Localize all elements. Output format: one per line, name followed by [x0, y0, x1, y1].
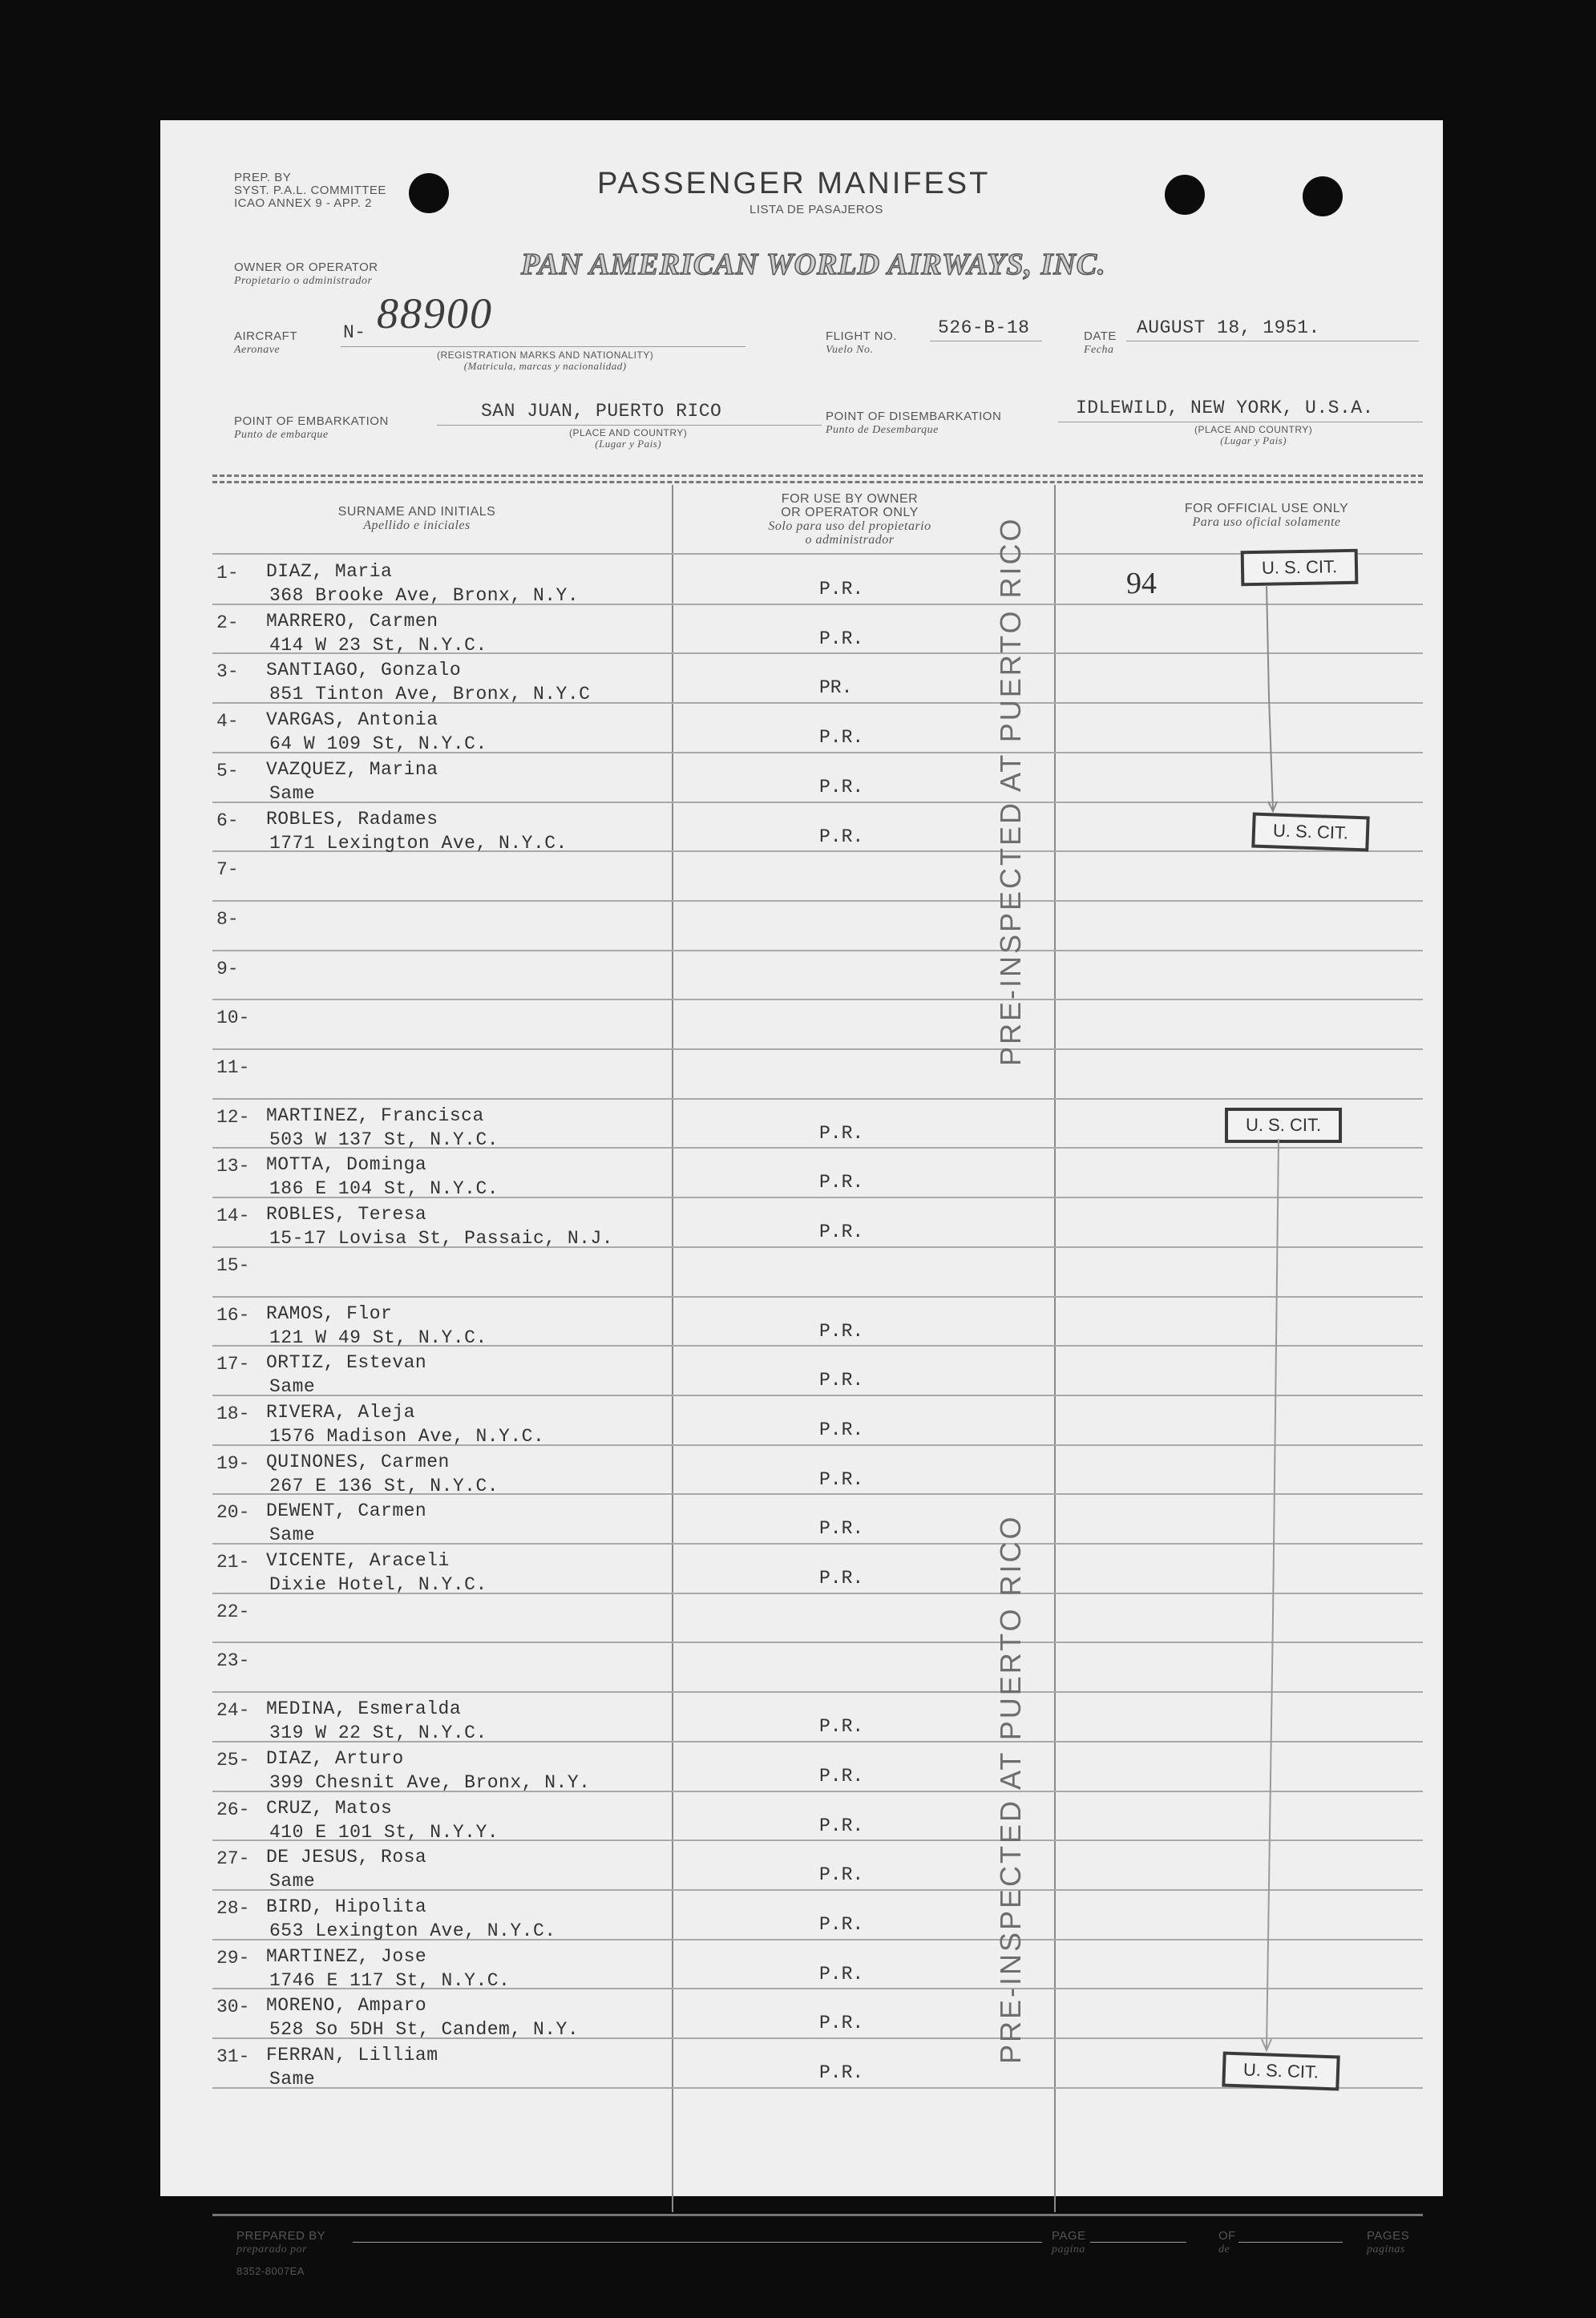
passenger-address: Same — [269, 1376, 316, 1398]
page-subtitle: LISTA DE PASAJEROS — [750, 203, 883, 216]
flight-number: 526-B-18 — [938, 317, 1030, 338]
owner-label-en: OWNER OR OPERATOR — [234, 260, 378, 274]
flight-label — [826, 330, 897, 357]
form-code: 8352-8007EA — [236, 2265, 305, 2277]
row-number: 10- — [216, 1008, 250, 1029]
of-label-es: de — [1218, 2243, 1230, 2255]
of-underline — [1238, 2242, 1343, 2243]
punch-hole — [409, 173, 449, 213]
registration-caption — [437, 350, 653, 372]
date-label-en: DATE — [1084, 329, 1117, 343]
passenger-name: VARGAS, Antonia — [266, 709, 438, 731]
row-divider — [212, 1691, 1423, 1693]
owner-label-es: Propietario o administrador — [234, 275, 373, 287]
passenger-address: 319 W 22 St, N.Y.C. — [269, 1722, 487, 1744]
embark-label-es: Punto de embarque — [234, 429, 329, 441]
pages-label-es: paginas — [1367, 2243, 1405, 2255]
table-top-border — [212, 475, 1423, 477]
owner-label — [234, 261, 378, 288]
manifest-sheet — [160, 120, 1443, 2277]
row-number: 5- — [216, 760, 239, 781]
passenger-address: 851 Tinton Ave, Bronx, N.Y.C — [269, 684, 591, 705]
passenger-address: 414 W 23 St, N.Y.C. — [269, 634, 487, 656]
of-label-en: OF — [1218, 2229, 1236, 2243]
row-number: 3- — [216, 661, 239, 683]
row-number: 6- — [216, 810, 239, 831]
passenger-name: DIAZ, Arturo — [266, 1747, 404, 1769]
operator-mark: P.R. — [819, 1370, 864, 1391]
passenger-address: 368 Brooke Ave, Bronx, N.Y. — [269, 585, 580, 606]
passenger-name: MARRERO, Carmen — [266, 610, 438, 632]
row-number: 31- — [216, 2046, 250, 2067]
passenger-name: RAMOS, Flor — [266, 1302, 393, 1324]
flight-date: AUGUST 18, 1951. — [1137, 317, 1320, 338]
operator-mark: P.R. — [819, 1963, 864, 1985]
row-number: 25- — [216, 1749, 250, 1771]
row-number: 7- — [216, 859, 239, 881]
passenger-address: 503 W 137 St, N.Y.C. — [269, 1129, 499, 1150]
row-divider — [212, 999, 1423, 1000]
operator-mark: P.R. — [819, 1320, 864, 1342]
passenger-address: 186 E 104 St, N.Y.C. — [269, 1178, 499, 1200]
passenger-name: MOTTA, Dominga — [266, 1154, 427, 1176]
passenger-address: 528 So 5DH St, Candem, N.Y. — [269, 2019, 580, 2041]
passenger-address: 15-17 Lovisa St, Passaic, N.J. — [269, 1228, 614, 1250]
aircraft-underline — [341, 346, 745, 347]
col-head-surname — [257, 505, 577, 532]
col-head-operator-l2: OR OPERATOR ONLY — [781, 506, 919, 519]
registration-caption-en: (REGISTRATION MARKS AND NATIONALITY) — [437, 349, 654, 361]
col-head-operator-l1: FOR USE BY OWNER — [781, 492, 919, 506]
row-number: 17- — [216, 1354, 250, 1375]
form-reference — [234, 172, 386, 210]
prepared-label-es: preparado por — [236, 2243, 308, 2255]
passenger-address: 1576 Madison Ave, N.Y.C. — [269, 1425, 545, 1447]
row-divider — [212, 1642, 1423, 1643]
aircraft-prefix: N- — [343, 322, 366, 343]
passenger-name: VICENTE, Araceli — [266, 1550, 450, 1571]
operator-mark: P.R. — [819, 1716, 864, 1738]
operator-mark: P.R. — [819, 1172, 864, 1193]
place-caption-en: (PLACE AND COUNTRY) — [1194, 424, 1313, 435]
col-head-operator-es1: Solo para uso del propietario — [768, 519, 931, 533]
passenger-name: RIVERA, Aleja — [266, 1401, 415, 1423]
row-divider — [212, 1889, 1423, 1891]
col-head-official-en: FOR OFFICIAL USE ONLY — [1184, 502, 1349, 515]
row-number: 26- — [216, 1799, 250, 1820]
embark-label-en: POINT OF EMBARKATION — [234, 414, 389, 428]
row-number: 16- — [216, 1304, 250, 1326]
us-citizen-stamp: U. S. CIT. — [1222, 2051, 1339, 2090]
operator-mark: P.R. — [819, 826, 864, 847]
row-number: 2- — [216, 612, 239, 633]
row-number: 30- — [216, 1997, 250, 2018]
operator-mark: P.R. — [819, 1122, 864, 1144]
page-label-es: pagina — [1052, 2243, 1085, 2255]
column-divider — [1054, 485, 1056, 2212]
row-number: 23- — [216, 1650, 250, 1672]
form-ref-line: SYST. P.A.L. COMMITTEE — [234, 184, 386, 197]
row-number: 29- — [216, 1947, 250, 1969]
prepared-label-en: PREPARED BY — [236, 2229, 326, 2243]
form-ref-line: PREP. BY — [234, 171, 292, 184]
row-divider — [212, 1098, 1423, 1100]
passenger-address: 1771 Lexington Ave, N.Y.C. — [269, 832, 568, 854]
row-number: 19- — [216, 1452, 250, 1474]
passenger-name: ORTIZ, Estevan — [266, 1352, 427, 1374]
passenger-address: Same — [269, 782, 316, 804]
col-head-surname-es: Apellido e iniciales — [363, 519, 471, 532]
row-number: 8- — [216, 908, 239, 930]
row-divider — [212, 900, 1423, 902]
disembark-label — [826, 410, 1001, 437]
disembark-place-caption — [1194, 425, 1312, 446]
row-number: 4- — [216, 711, 239, 733]
operator-mark: P.R. — [819, 776, 864, 798]
passenger-address: 399 Chesnit Ave, Bronx, N.Y. — [269, 1771, 591, 1793]
table-top-border — [212, 481, 1423, 483]
table-bottom-line — [212, 2214, 1423, 2216]
place-caption-es: (Lugar y Pais) — [595, 438, 662, 450]
prepared-underline — [353, 2242, 1042, 2243]
date-label — [1084, 330, 1117, 357]
passenger-address: 653 Lexington Ave, N.Y.C. — [269, 1920, 556, 1941]
row-number: 14- — [216, 1205, 250, 1227]
row-number: 18- — [216, 1403, 250, 1424]
us-citizen-stamp: U. S. CIT. — [1225, 1108, 1342, 1143]
row-number: 9- — [216, 958, 239, 979]
disembark-label-es: Punto de Desembarque — [826, 424, 939, 436]
row-number: 21- — [216, 1552, 250, 1573]
operator-mark: P.R. — [819, 1568, 864, 1589]
page-underline — [1090, 2242, 1186, 2243]
aircraft-label-es: Aeronave — [234, 344, 281, 356]
passenger-address: 267 E 136 St, N.Y.C. — [269, 1475, 499, 1496]
operator-mark: P.R. — [819, 2062, 864, 2083]
column-divider — [672, 485, 673, 2212]
bracket-line — [1251, 1135, 1299, 2057]
operator-mark: P.R. — [819, 727, 864, 749]
col-head-surname-en: SURNAME AND INITIALS — [337, 505, 496, 519]
page-label-en: PAGE — [1052, 2229, 1086, 2243]
passenger-address: 64 W 109 St, N.Y.C. — [269, 733, 487, 755]
page-title: PASSENGER MANIFEST — [597, 167, 991, 200]
operator-mark: P.R. — [819, 579, 864, 600]
operator-mark: P.R. — [819, 1815, 864, 1836]
page-label — [1052, 2230, 1086, 2256]
passenger-name: MARTINEZ, Francisca — [266, 1104, 484, 1126]
row-number: 1- — [216, 563, 239, 584]
operator-mark: P.R. — [819, 1864, 864, 1886]
passenger-name: MEDINA, Esmeralda — [266, 1698, 462, 1720]
passenger-name: ROBLES, Teresa — [266, 1204, 427, 1226]
row-divider — [212, 1296, 1423, 1298]
company-name: PAN AMERICAN WORLD AIRWAYS, INC. — [521, 248, 1106, 281]
us-citizen-stamp: U. S. CIT. — [1241, 549, 1359, 587]
passenger-name: VAZQUEZ, Marina — [266, 758, 438, 780]
pages-label — [1367, 2230, 1409, 2256]
row-number: 12- — [216, 1106, 250, 1128]
row-number: 11- — [216, 1057, 250, 1078]
passenger-address: Dixie Hotel, N.Y.C. — [269, 1574, 487, 1595]
operator-mark: P.R. — [819, 1913, 864, 1935]
passenger-name: MARTINEZ, Jose — [266, 1945, 427, 1967]
row-divider — [212, 950, 1423, 951]
punch-hole — [1303, 176, 1343, 216]
pages-label-en: PAGES — [1367, 2229, 1410, 2243]
passenger-address: Same — [269, 2069, 316, 2090]
row-number: 24- — [216, 1700, 250, 1722]
operator-mark: P.R. — [819, 2013, 864, 2034]
bracket-line — [1251, 577, 1299, 818]
passenger-address: 410 E 101 St, N.Y.Y. — [269, 1821, 499, 1843]
place-caption-en: (PLACE AND COUNTRY) — [569, 427, 688, 438]
passenger-name: SANTIAGO, Gonzalo — [266, 660, 462, 681]
passenger-name: ROBLES, Radames — [266, 808, 438, 830]
disembark-label-en: POINT OF DISEMBARKATION — [826, 410, 1002, 423]
col-head-official — [1106, 502, 1427, 529]
registration-caption-es: (Matricula, marcas y nacionalidad) — [463, 360, 627, 372]
passenger-address: 121 W 49 St, N.Y.C. — [269, 1327, 487, 1348]
embark-underline — [437, 425, 822, 426]
passenger-address: Same — [269, 1871, 316, 1892]
row-number: 27- — [216, 1848, 250, 1870]
passenger-name: DEWENT, Carmen — [266, 1500, 427, 1522]
punch-hole — [1165, 175, 1205, 215]
operator-mark: PR. — [819, 677, 853, 699]
passenger-name: FERRAN, Lilliam — [266, 2045, 438, 2066]
operator-mark: P.R. — [819, 1468, 864, 1490]
passenger-name: CRUZ, Matos — [266, 1797, 393, 1819]
operator-mark: P.R. — [819, 1765, 864, 1787]
row-number: 28- — [216, 1897, 250, 1919]
row-divider — [212, 1395, 1423, 1396]
passenger-address: Same — [269, 1524, 316, 1546]
embark-point: SAN JUAN, PUERTO RICO — [481, 401, 722, 422]
pre-inspected-stamp: PRE-INSPECTED AT PUERTO RICO — [994, 1514, 1027, 2064]
row-number: 15- — [216, 1254, 250, 1276]
operator-mark: P.R. — [819, 1518, 864, 1540]
operator-mark: P.R. — [819, 1222, 864, 1243]
flight-label-es: Vuelo No. — [826, 344, 874, 356]
row-divider — [212, 1048, 1423, 1050]
of-label — [1218, 2230, 1236, 2256]
place-caption-es: (Lugar y Pais) — [1220, 434, 1287, 446]
prepared-by-label — [236, 2230, 325, 2256]
disembark-point: IDLEWILD, NEW YORK, U.S.A. — [1076, 398, 1374, 418]
col-head-operator-es2: o administrador — [805, 533, 895, 547]
flight-label-en: FLIGHT NO. — [826, 329, 897, 343]
operator-mark: P.R. — [819, 1419, 864, 1440]
col-head-official-es: Para uso oficial solamente — [1192, 515, 1341, 529]
aircraft-label — [234, 330, 297, 357]
aircraft-registration: 88900 — [377, 289, 493, 337]
passenger-name: DIAZ, Maria — [266, 561, 393, 582]
passenger-name: BIRD, Hipolita — [266, 1896, 427, 1917]
passenger-name: DE JESUS, Rosa — [266, 1847, 427, 1868]
row-number: 22- — [216, 1601, 250, 1622]
pre-inspected-stamp: PRE-INSPECTED AT PUERTO RICO — [994, 516, 1027, 1066]
row-number: 20- — [216, 1502, 250, 1524]
aircraft-label-en: AIRCRAFT — [234, 329, 297, 343]
row-divider — [212, 802, 1423, 803]
passenger-address: 1746 E 117 St, N.Y.C. — [269, 1969, 511, 1991]
operator-mark: P.R. — [819, 628, 864, 649]
passenger-name: QUINONES, Carmen — [266, 1451, 450, 1472]
row-divider — [212, 1543, 1423, 1545]
form-ref-line: ICAO ANNEX 9 - APP. 2 — [234, 196, 372, 210]
row-number: 13- — [216, 1156, 250, 1177]
us-citizen-stamp: U. S. CIT. — [1251, 812, 1369, 851]
col-head-operator — [673, 492, 1026, 547]
passenger-name: MORENO, Amparo — [266, 1995, 427, 2017]
embark-label — [234, 415, 389, 442]
embark-place-caption — [569, 428, 687, 450]
official-count: 94 — [1126, 567, 1157, 600]
date-label-es: Fecha — [1084, 344, 1114, 356]
